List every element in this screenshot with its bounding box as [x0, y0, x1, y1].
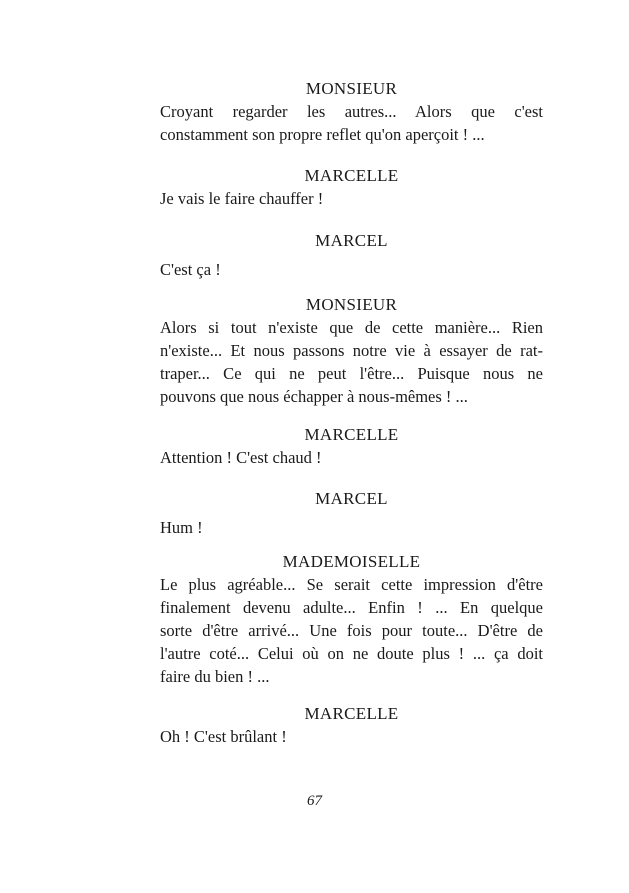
dialogue-line: Je vais le faire chauffer ! — [160, 189, 324, 208]
dialogue-line: Attention ! C'est chaud ! — [160, 448, 322, 467]
speaker-name: MONSIEUR — [305, 295, 398, 314]
dialogue-line: Alors si tout n'existe que de cette manière... Rien — [160, 318, 543, 337]
speaker-name: MONSIEUR — [305, 79, 398, 98]
dialogue-line: C'est ça ! — [160, 260, 221, 279]
speaker-name: MARCELLE — [304, 704, 399, 723]
dialogue-line: Le plus agréable... Se serait cette impression d'être — [160, 575, 543, 594]
dialogue-line: Oh ! C'est brûlant ! — [160, 727, 287, 746]
dialogue-line: n'existe... Et nous passons notre vie à essayer de rat- — [160, 341, 543, 360]
page-number: 67 — [307, 793, 322, 809]
speaker-name: MARCEL — [315, 489, 388, 508]
dialogue-line: Croyant regarder les autres... Alors que c'est — [160, 102, 543, 121]
dialogue-line: traper... Ce qui ne peut l'être... Puisque nous ne — [160, 364, 543, 383]
speaker-name: MARCELLE — [304, 425, 399, 444]
dialogue-block — [160, 165, 543, 210]
dialogue-line: sorte d'être arrivé... Une fois pour toute... D'être de — [160, 621, 543, 640]
dialogue-block — [160, 551, 543, 688]
dialogue-line: faire du bien ! ... — [160, 667, 270, 686]
dialogue-line: l'autre coté... Celui où on ne doute plus ! ... ça doit — [160, 644, 543, 663]
dialogue-line: finalement devenu adulte... Enfin ! ... En quelque — [160, 598, 543, 617]
dialogue-line: Hum ! — [160, 518, 203, 537]
speaker-name: MARCEL — [315, 231, 388, 250]
dialogue-block — [160, 230, 543, 281]
dialogue-block — [160, 703, 543, 748]
dialogue-block — [160, 488, 543, 539]
speaker-name: MARCELLE — [304, 166, 399, 185]
dialogue-line: pouvons que nous échapper à nous-mêmes ! ... — [160, 387, 468, 406]
dialogue-block — [160, 78, 543, 146]
dialogue-line: constamment son propre reflet qu'on aperçoit ! ... — [160, 125, 485, 144]
dialogue-block — [160, 294, 543, 408]
speaker-name: MADEMOISELLE — [282, 552, 421, 571]
dialogue-block — [160, 424, 543, 469]
